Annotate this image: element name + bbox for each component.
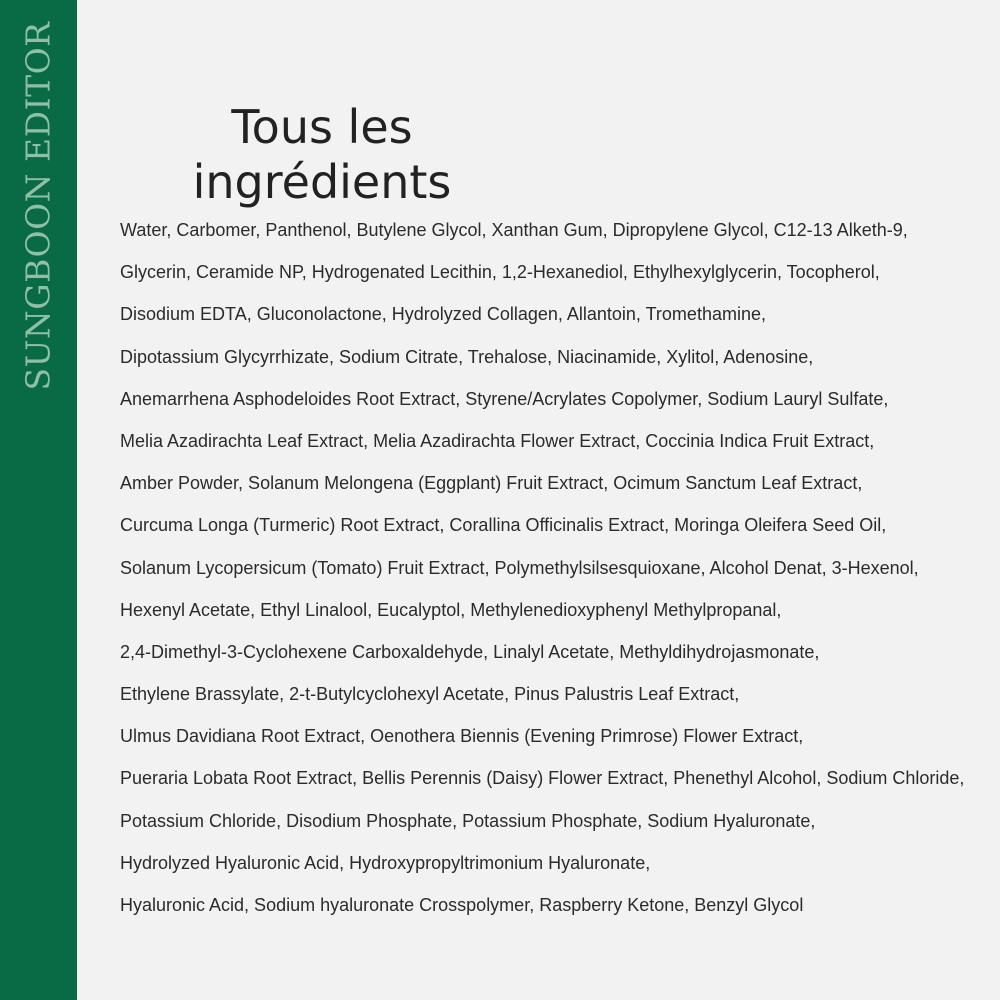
brand-name: SUNGBOON EDITOR (18, 21, 58, 391)
ingredient-line: Ethylene Brassylate, 2-t-Butylcyclohexyl Acetate, Pinus Palustris Leaf Extract, (120, 684, 740, 705)
ingredient-line: Anemarrhena Asphodeloides Root Extract, Styrene/Acrylates Copolymer, Sodium Lauryl Sulfate, (120, 388, 889, 409)
ingredient-line: Pueraria Lobata Root Extract, Bellis Perennis (Daisy) Flower Extract, Phenethyl Alcohol, Sodium Chloride, (120, 768, 965, 789)
ingredient-line: Dipotassium Glycyrrhizate, Sodium Citrate, Trehalose, Niacinamide, Xylitol, Adenosine, (120, 346, 814, 367)
brand-side-band (0, 0, 77, 1000)
ingredient-line: Solanum Lycopersicum (Tomato) Fruit Extract, Polymethylsilsesquioxane, Alcohol Denat, 3-Hexenol, (120, 557, 919, 578)
title-line-2: ingrédients (192, 155, 452, 209)
ingredient-line: Hydrolyzed Hyaluronic Acid, Hydroxypropyltrimonium Hyaluronate, (120, 852, 651, 873)
ingredient-line: Melia Azadirachta Leaf Extract, Melia Azadirachta Flower Extract, Coccinia Indica Fruit Extract, (120, 430, 875, 451)
title-line-1: Tous les (231, 100, 413, 154)
ingredient-line: Hyaluronic Acid, Sodium hyaluronate Crosspolymer, Raspberry Ketone, Benzyl Glycol (120, 895, 804, 915)
page-title (152, 100, 492, 210)
ingredient-line: Curcuma Longa (Turmeric) Root Extract, Corallina Officinalis Extract, Moringa Oleifera Seed Oil, (120, 515, 887, 536)
ingredient-line: Glycerin, Ceramide NP, Hydrogenated Lecithin, 1,2-Hexanediol, Ethylhexylglycerin, Tocopherol, (120, 262, 880, 283)
ingredient-line: Potassium Chloride, Disodium Phosphate, Potassium Phosphate, Sodium Hyaluronate, (120, 810, 816, 831)
ingredient-line: Water, Carbomer, Panthenol, Butylene Glycol, Xanthan Gum, Dipropylene Glycol, C12-13 Alketh-9, (120, 220, 908, 240)
ingredient-list (120, 209, 964, 926)
ingredient-line: Ulmus Davidiana Root Extract, Oenothera Biennis (Evening Primrose) Flower Extract, (120, 726, 804, 747)
ingredient-line: 2,4-Dimethyl-3-Cyclohexene Carboxaldehyde, Linalyl Acetate, Methyldihydrojasmonate, (120, 641, 820, 662)
ingredient-line: Hexenyl Acetate, Ethyl Linalool, Eucalyptol, Methylenedioxyphenyl Methylpropanal, (120, 599, 782, 620)
ingredient-line: Disodium EDTA, Gluconolactone, Hydrolyzed Collagen, Allantoin, Tromethamine, (120, 304, 766, 325)
ingredient-line: Amber Powder, Solanum Melongena (Eggplant) Fruit Extract, Ocimum Sanctum Leaf Extract, (120, 473, 863, 494)
